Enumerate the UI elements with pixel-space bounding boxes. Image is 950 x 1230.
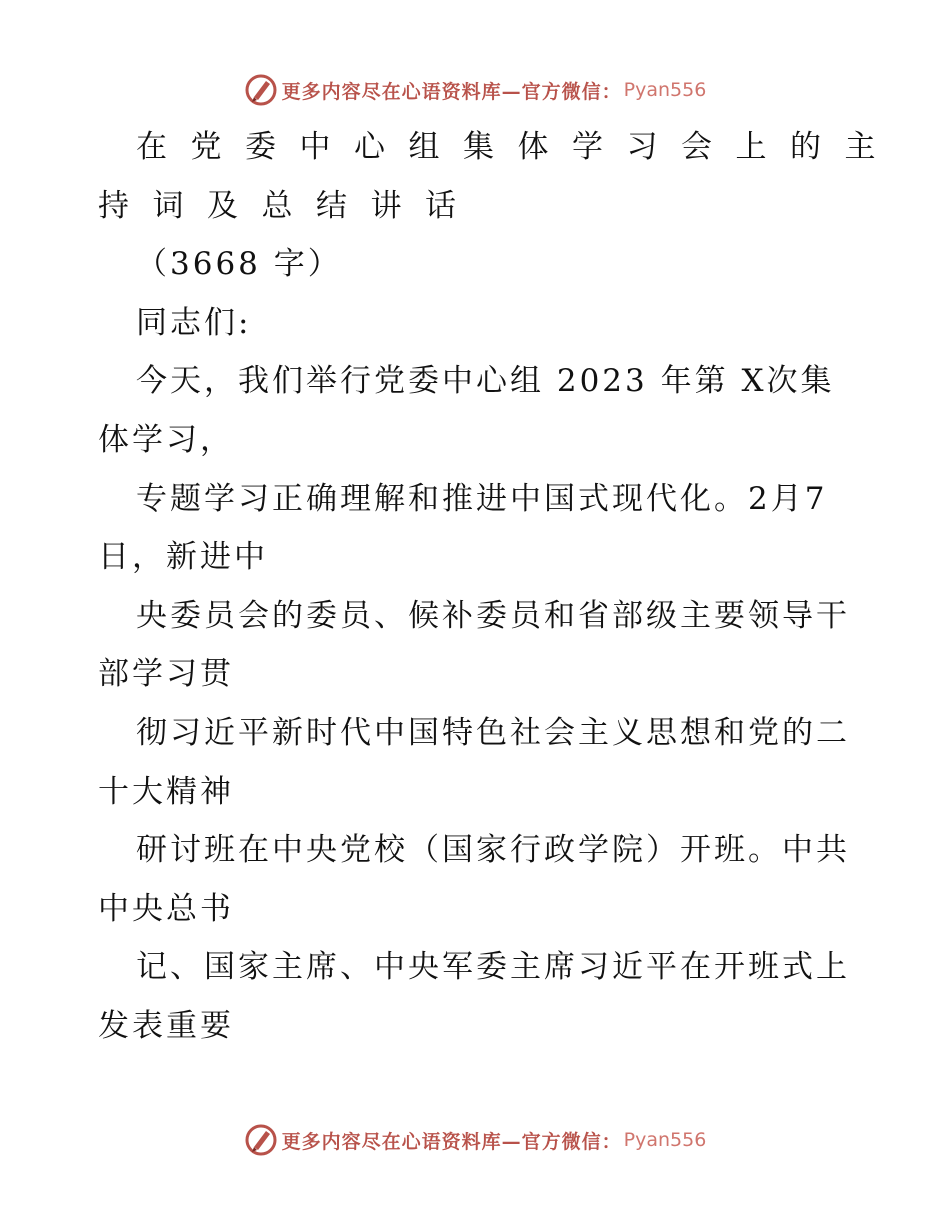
paragraph-line: 发表重要: [98, 1007, 234, 1044]
paragraph-line: 部学习贯: [98, 656, 234, 693]
paragraph-line: 专题学习正确理解和推进中国式现代化。2月7: [136, 480, 828, 517]
paragraph-line: 中央总书: [98, 890, 234, 927]
paragraph-line: 十大精神: [98, 773, 234, 810]
watermark-text: 更多内容尽在心语资料库—官方微信：: [281, 1130, 622, 1153]
paragraph-line: 央委员会的委员、候补委员和省部级主要领导干: [136, 597, 850, 634]
paragraph-line: 体学习，: [98, 421, 234, 458]
pen-logo-icon: [244, 73, 278, 107]
watermark-wechat-id: Pyan556: [623, 1129, 707, 1151]
pen-logo-icon: [244, 1123, 278, 1157]
document-title-line-1: 在党委中心组集体学习会上的主: [136, 129, 899, 165]
watermark-text: 更多内容尽在心语资料库—官方微信：: [281, 80, 622, 103]
paragraph-line: 记、国家主席、中央军委主席习近平在开班式上: [136, 949, 850, 986]
paragraph-line: 今天，我们举行党委中心组 2023 年第 X次集: [136, 363, 835, 400]
paragraph-line: 同志们:: [136, 304, 252, 341]
header-watermark: [0, 70, 950, 110]
paragraph-line: 研讨班在中央党校（国家行政学院）开班。中共: [136, 832, 850, 869]
watermark-wechat-id: Pyan556: [623, 79, 707, 101]
footer-watermark: [0, 1120, 950, 1160]
paragraph-line: 日，新进中: [98, 539, 268, 576]
word-count: （3668 字）: [136, 246, 342, 283]
document-body: [98, 118, 899, 1056]
document-title-line-2: 持词及总结讲话: [98, 187, 480, 224]
paragraph-line: 彻习近平新时代中国特色社会主义思想和党的二: [136, 714, 850, 751]
